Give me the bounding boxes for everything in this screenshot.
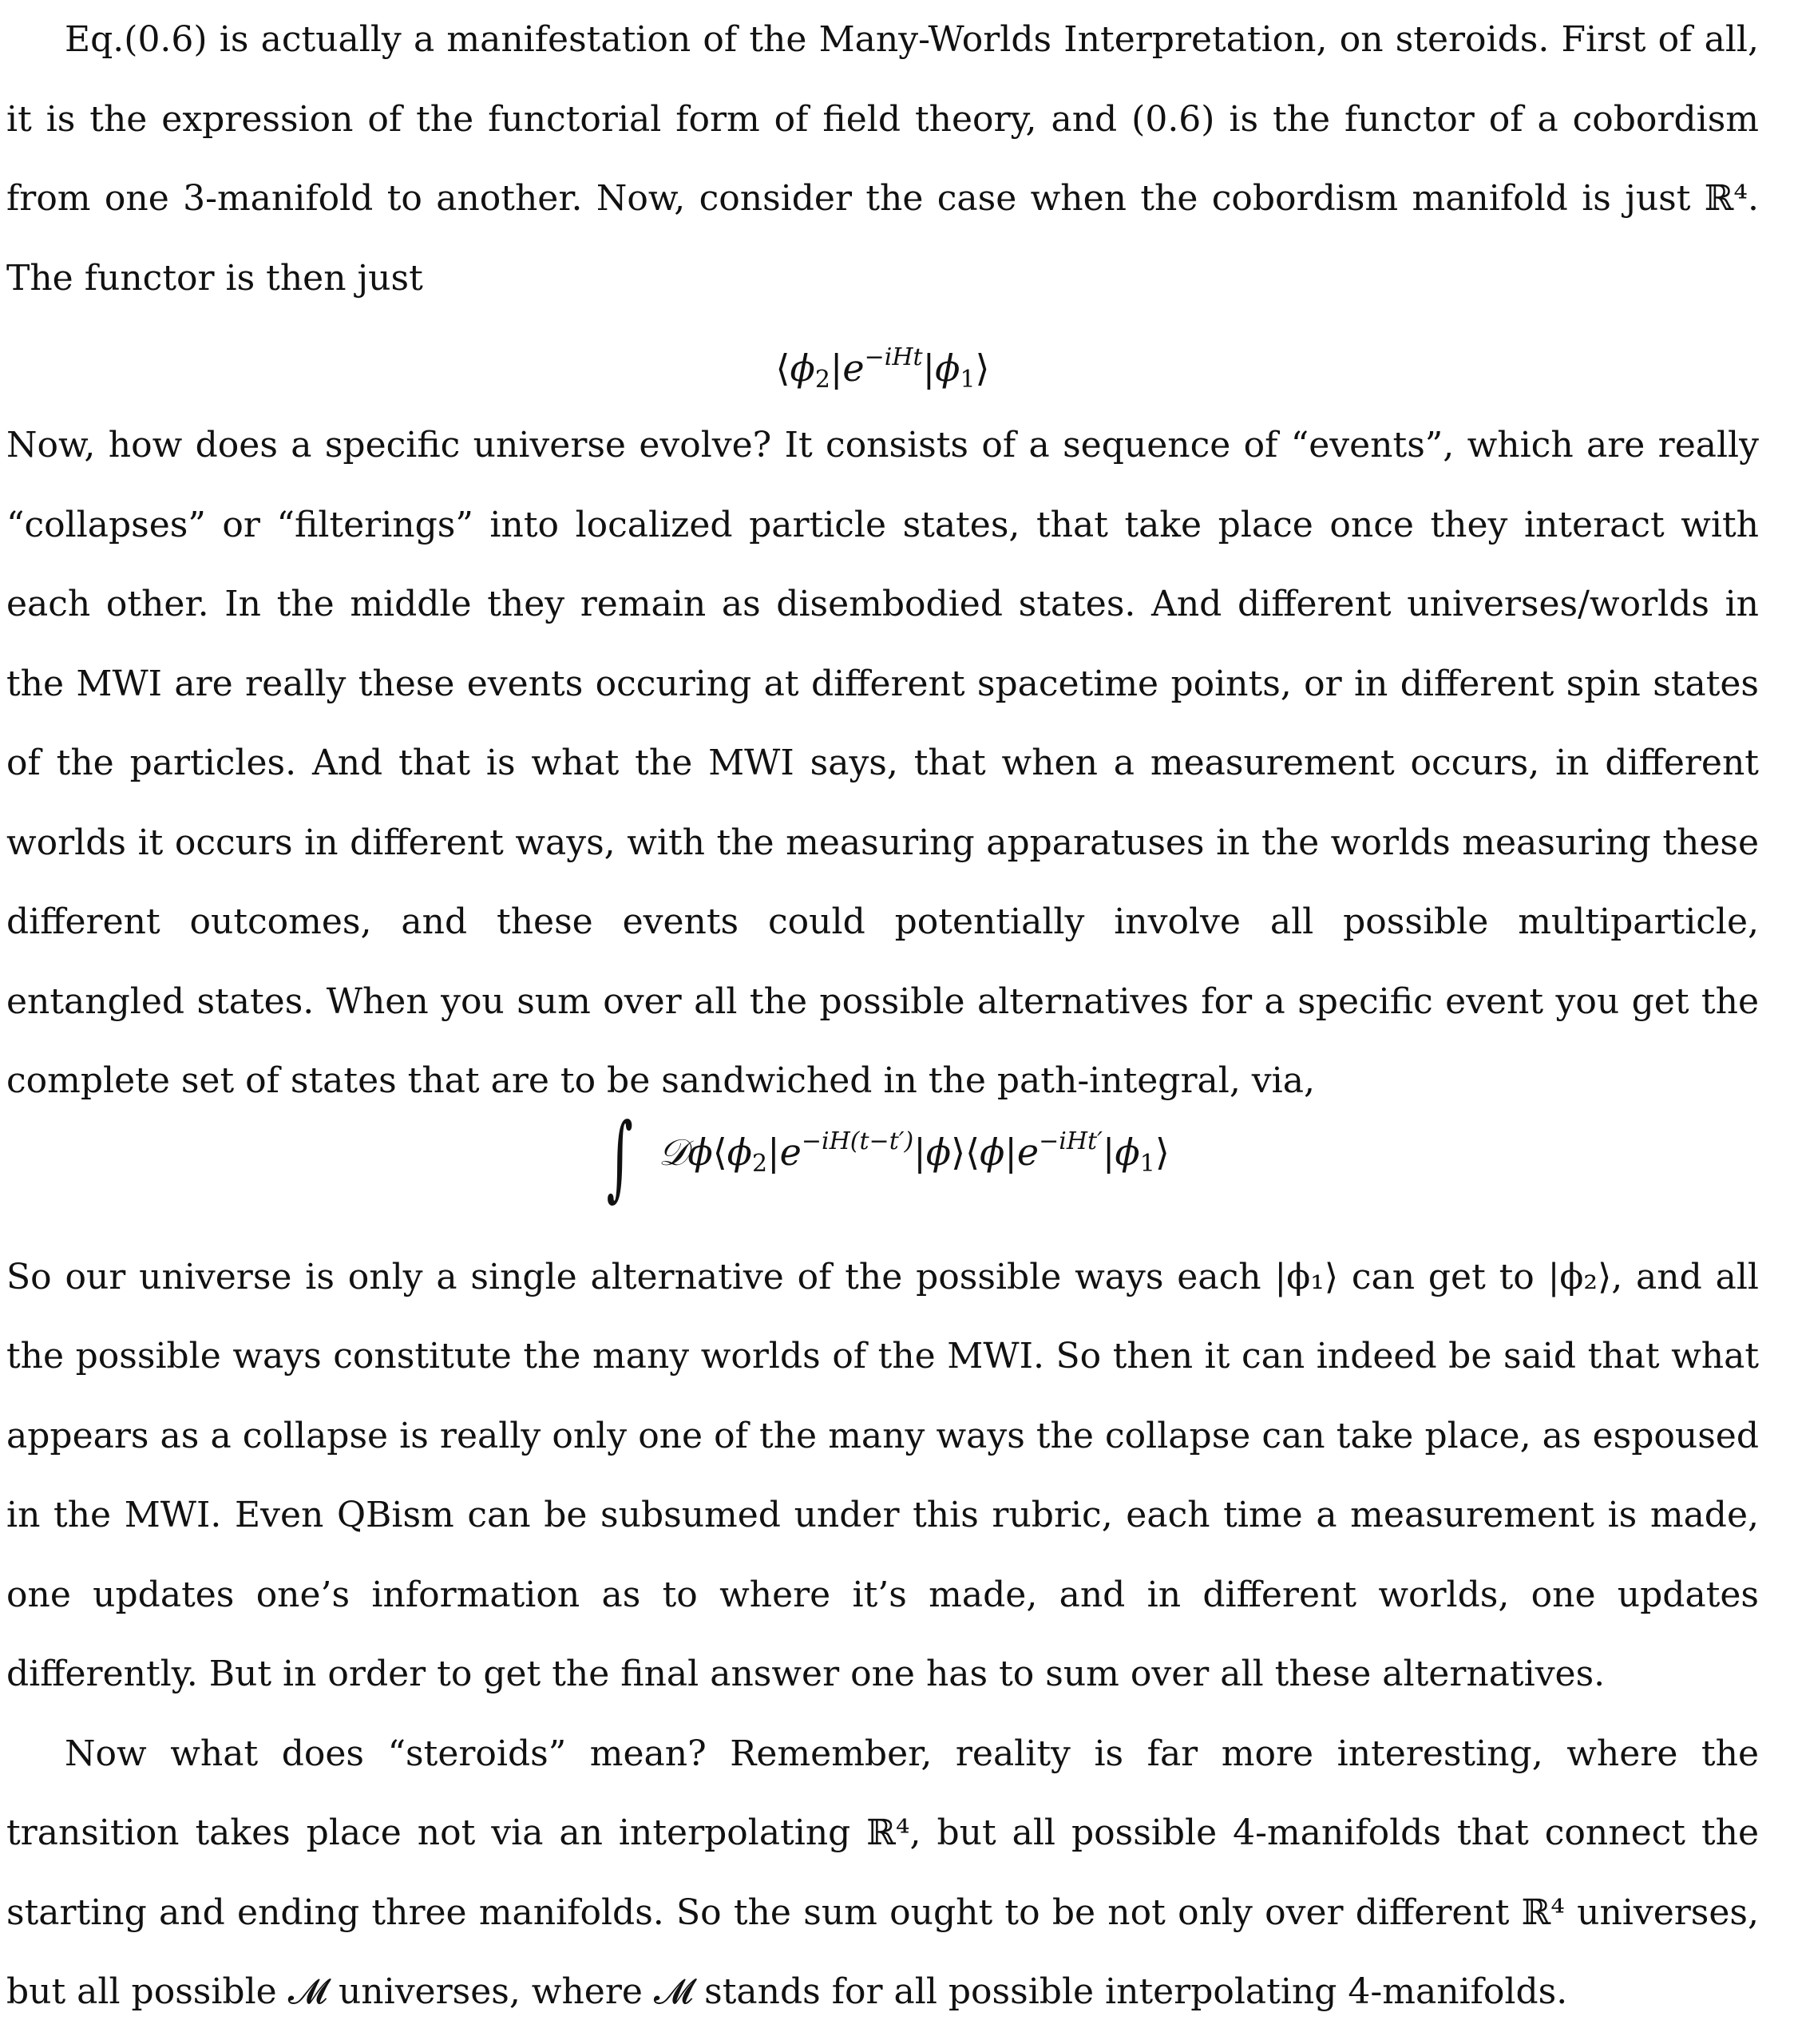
integral-sign: ∫ xyxy=(606,1103,634,1211)
paragraph-4: Now what does “steroids” mean? Remember, reality is far more interesting, where the transition takes place not via an interpolating ℝ⁴, but all possible 4-manifolds that connect the starting and ending three manifolds. So the sum ought to be not only over different ℝ⁴ universes, but all possible 𝓜 universes, where 𝓜 stands for all possible interpolating 4-manifolds. xyxy=(6,1733,1759,2012)
paragraph-3: So our universe is only a single alternative of the possible ways each |ϕ₁⟩ can get to |ϕ₂⟩, and all the possible ways constitute the many worlds of the MWI. So then it can indeed be said that what appears as a collapse is really only one of the many ways the collapse can take place, as espoused in the MWI. Even QBism can be subsumed under this rubric, each time a measurement is made, one updates one’s information as to where it’s made, and in different worlds, one updates differently. But in order to get the final answer one has to sum over all these alternatives. xyxy=(6,1256,1759,1694)
paragraph-1: Eq.(0.6) is actually a manifestation of the Many-Worlds Interpretation, on steroids. First of all, it is the expression of the functorial form of field theory, and (0.6) is the functor of a cobordism from one 3-manifold to another. Now, consider the case when the cobordism manifold is just ℝ⁴. The functor is then just xyxy=(6,19,1759,299)
paragraph-2: Now, how does a specific universe evolve? It consists of a sequence of “events”, which are really “collapses” or “filterings” into localized particle states, that take place once they interact with each other. In the middle they remain as disembodied states. And different universes/worlds in the MWI are really these events occuring at different spacetime points, or in different spin states of the particles. And that is what the MWI says, that when a measurement occurs, in different worlds it occurs in different ways, with the measuring apparatuses in the worlds measuring these different outcomes, and these events could potentially involve all possible multiparticle, entangled states. When you sum over all the possible alternatives for a specific event you get the complete set of states that are to be sandwiched in the path-integral, via, xyxy=(6,425,1759,1101)
equation-2: ∫ $𝒟\phi⟨\phi_2|e^{-iH(t-t')}|\phi⟩⟨\phi|e^{-iHt'}|\phi_1⟩$ xyxy=(606,1103,1170,1211)
document-page xyxy=(6,0,1759,2032)
equation-1: $⟨\phi_2|e^{-iHt}|\phi_1⟩$ xyxy=(775,343,990,394)
